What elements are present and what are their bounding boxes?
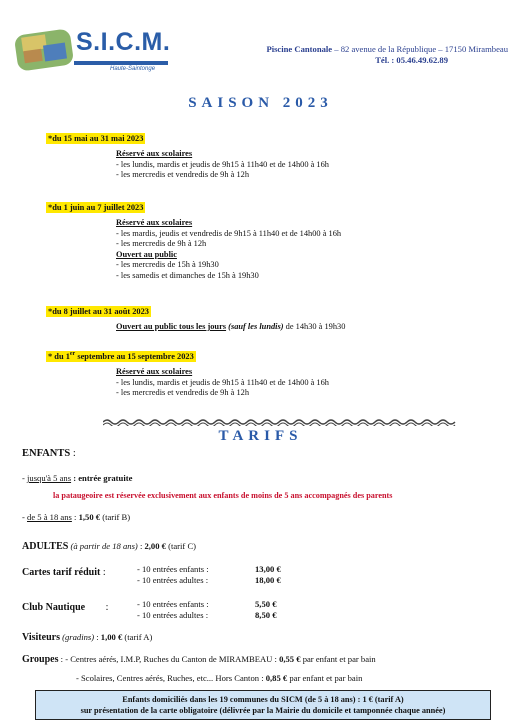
adultes-row: ADULTES (à partir de 18 ans) : 2,00 € (tarif C): [22, 541, 197, 552]
enfants-label: ENFANTS :: [22, 448, 76, 459]
period-2-heading-scolaires: Réservé aux scolaires: [116, 218, 193, 227]
period-2-line: - les samedis et dimanches de 15h à 19h30: [116, 270, 259, 280]
nautique-row: - 10 entrées adultes : 8,50 €: [137, 610, 277, 620]
enfants-free-row: - jusqu'à 5 ans : entrée gratuite: [22, 473, 133, 483]
groupes-row-1: Groupes : - Centres aérés, I.M.P, Ruches du Canton de MIRAMBEAU : 0,55 € par enfant et par bain: [22, 654, 376, 665]
period-1-line: - les lundis, mardis et jeudis de 9h15 à 11h40 et de 14h00 à 16h: [116, 159, 329, 169]
phone-text: Tél. : 05.46.49.62.89: [375, 55, 448, 65]
period-2-label: *du 1 juin au 7 juillet 2023: [48, 203, 144, 212]
period-2-line: - les mercredis de 15h à 19h30: [116, 260, 219, 269]
reduit-row: - 10 entrées enfants : 13,00 €: [137, 564, 281, 574]
groupes-row-2: - Scolaires, Centres aérés, Ruches, etc... Hors Canton : 0,85 € par enfant et par bain: [76, 673, 363, 683]
period-2-heading-public: Ouvert au public: [116, 249, 177, 259]
pataugeoire-note: la pataugeoire est réservée exclusivement aux enfants de moins de 5 ans accompagnés des parents: [53, 491, 393, 500]
pool-name: Piscine Cantonale: [266, 44, 333, 54]
sicm-logo: [14, 24, 170, 76]
period-2-details: [116, 218, 341, 281]
address-text: – 82 avenue de la République – 17150 Mirambeau: [332, 44, 508, 54]
period-3-details: [116, 322, 345, 333]
logo-text: S.I.C.M.: [76, 28, 171, 56]
header-address: [232, 44, 508, 66]
box-line-2: sur présentation de la carte obligatoire (délivrée par la Mairie du domicile et tamponnée chaque année): [80, 706, 446, 715]
period-3-label: *du 8 juillet au 31 août 2023: [48, 307, 149, 316]
reduit-row: - 10 entrées adultes : 18,00 €: [137, 575, 281, 585]
reduit-label: Cartes tarif réduit :: [22, 567, 106, 578]
period-4-line: - les mercredis et vendredis de 9h à 12h: [116, 388, 250, 397]
reduit-rows: [137, 564, 281, 586]
period-3-hours: de 14h30 à 19h30: [283, 322, 346, 331]
visiteurs-row: Visiteurs (gradins) : 1,00 € (tarif A): [22, 632, 153, 643]
tarifs-title: TARIFS: [218, 428, 303, 444]
period-1-heading: Réservé aux scolaires: [116, 149, 193, 158]
period-1-details: [116, 149, 329, 181]
logo-subtitle: Haute-Saintonge: [110, 66, 156, 72]
enfants-price-row: - de 5 à 18 ans : 1,50 € (tarif B): [22, 512, 131, 522]
period-2-line: - les mercredis de 9h à 12h: [116, 239, 207, 248]
nautique-label: Club Nautique :: [22, 602, 109, 613]
domicile-info-box: [35, 690, 491, 720]
period-4-line: - les lundis, mardis et jeudis de 9h15 à 11h40 et de 14h00 à 16h: [116, 377, 329, 387]
period-3-heading: Ouvert au public tous les jours: [116, 322, 227, 331]
period-3-exception: (sauf les lundis): [226, 322, 284, 331]
saison-title: SAISON 2023: [188, 95, 333, 111]
period-1-line: - les mercredis et vendredis de 9h à 12h: [116, 170, 250, 179]
period-1-label: *du 15 mai au 31 mai 2023: [48, 134, 144, 143]
period-4-label: * du 1er septembre au 15 septembre 2023: [48, 351, 194, 361]
nautique-row: - 10 entrées enfants : 5,50 €: [137, 599, 277, 609]
wave-divider: [103, 418, 459, 426]
box-line-1: Enfants domiciliés dans les 19 communes du SICM (de 5 à 18 ans) : 1 € (tarif A): [122, 695, 404, 704]
period-4-details: [116, 367, 329, 399]
period-2-line: - les mardis, jeudis et vendredis de 9h15 à 11h40 et de 14h00 à 16h: [116, 228, 342, 238]
period-4-heading: Réservé aux scolaires: [116, 367, 193, 376]
nautique-rows: [137, 599, 276, 621]
